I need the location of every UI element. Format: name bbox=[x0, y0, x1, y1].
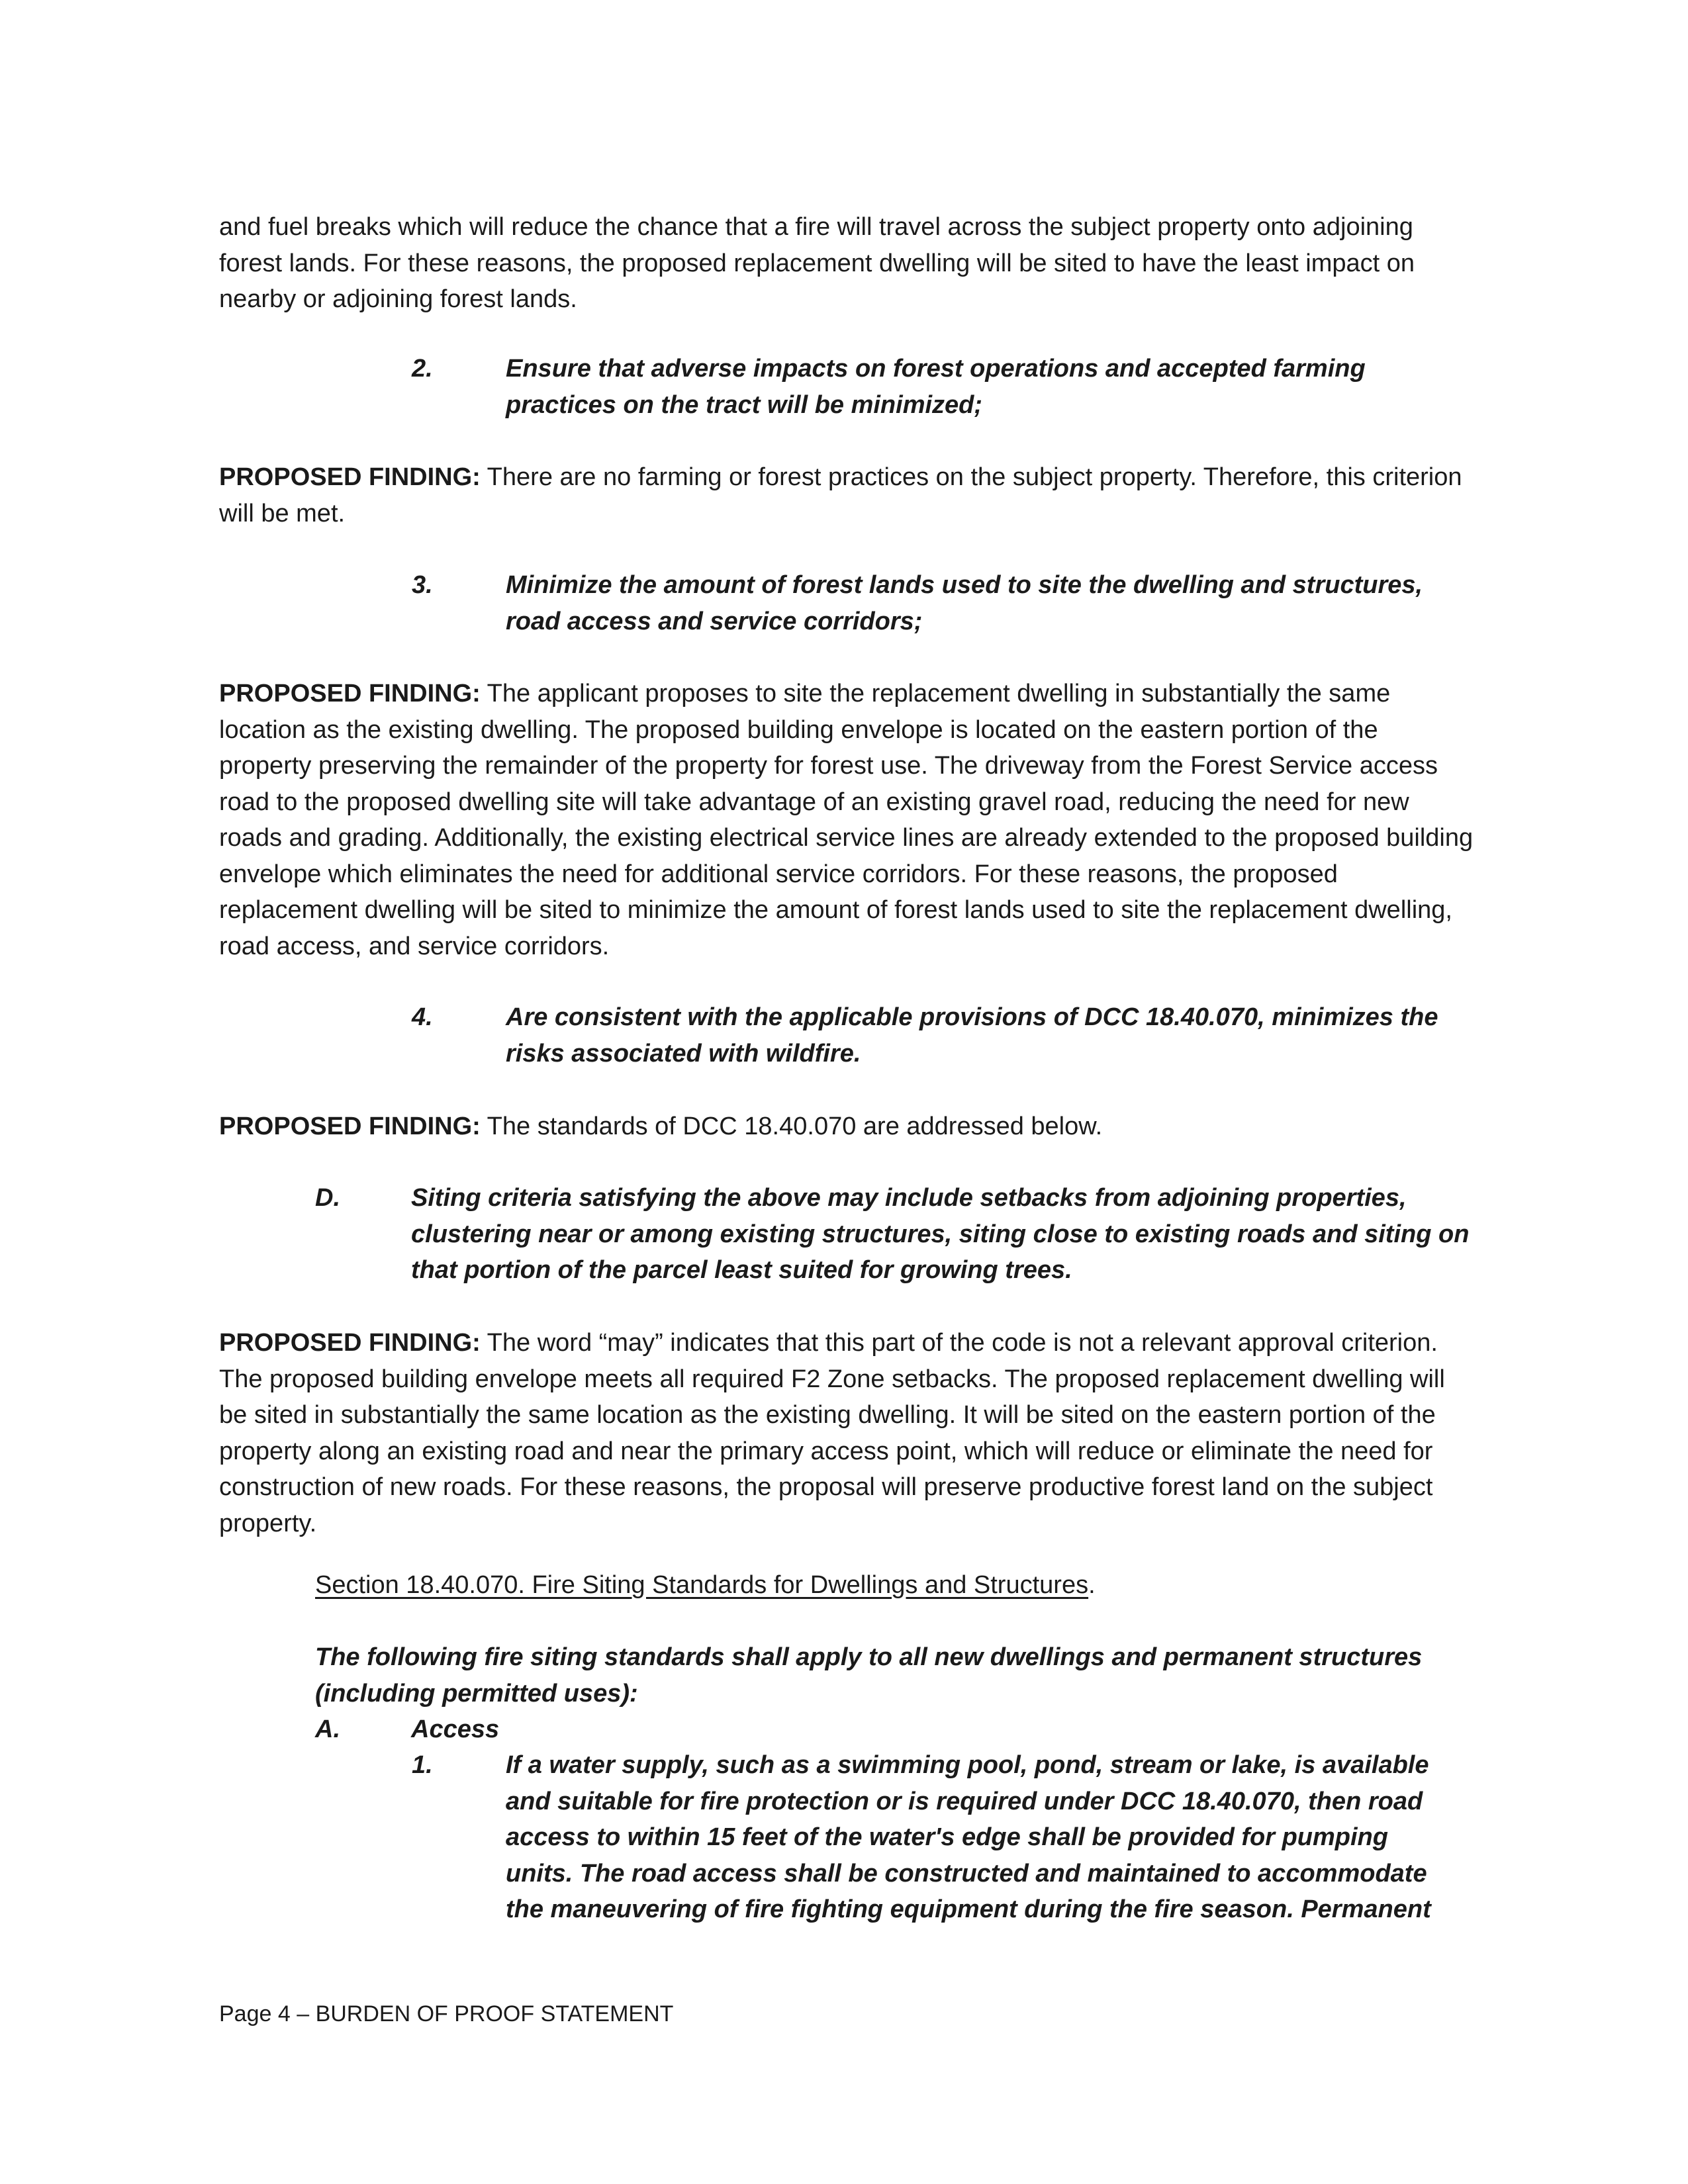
criterion-2-text: Ensure that adverse impacts on forest operations and accepted farming practices on the tract will be minimized; bbox=[506, 355, 1366, 419]
finding-d-label: PROPOSED FINDING: bbox=[219, 1329, 481, 1357]
standard-a bbox=[315, 1711, 1507, 1748]
finding-2-label: PROPOSED FINDING: bbox=[219, 463, 481, 491]
section-heading bbox=[315, 1567, 1096, 1604]
standard-a-text: Access bbox=[411, 1715, 500, 1743]
section-heading-period: . bbox=[1088, 1571, 1096, 1599]
finding-d-text: The word “may” indicates that this part of the code is not a relevant approval criterion. The proposed building envelope meets all required F2 Zone setbacks. The proposed replacement dwelling will be sited in substantially the same location as the existing dwelling. It will be sited on the eastern portion of the property along an existing road and near the primary access point, which will reduce or eliminate the need for construction of new roads. For these reasons, the proposal will preserve productive forest land on the subject property. bbox=[219, 1329, 1445, 1537]
criterion-d bbox=[315, 1180, 1507, 1289]
criterion-2 bbox=[412, 351, 1471, 424]
page-footer: Page 4 – BURDEN OF PROOF STATEMENT bbox=[219, 2001, 674, 2026]
standard-a-letter: A. bbox=[315, 1715, 340, 1743]
section-heading-title: Section 18.40.070. Fire Siting Standards for Dwellings and Structures bbox=[315, 1571, 1089, 1599]
finding-4 bbox=[219, 1109, 1477, 1145]
paragraph-fuel-breaks: and fuel breaks which will reduce the chance that a fire will travel across the subject property onto adjoining forest lands. For these reasons, the proposed replacement dwelling will be sited to have the least impact on nearby or adjoining forest lands. bbox=[219, 213, 1415, 313]
criterion-4-text: Are consistent with the applicable provisions of DCC 18.40.070, minimizes the risks associated with wildfire. bbox=[506, 1003, 1438, 1068]
finding-2-text: There are no farming or forest practices on the subject property. Therefore, this criterion will be met. bbox=[219, 463, 1462, 527]
fire-siting-intro: The following fire siting standards shall apply to all new dwellings and permanent structures (including permitted uses): bbox=[315, 1643, 1423, 1707]
criterion-3-text: Minimize the amount of forest lands used to site the dwelling and structures, road access and service corridors; bbox=[506, 571, 1423, 635]
finding-3 bbox=[219, 676, 1477, 964]
criterion-d-text: Siting criteria satisfying the above may include setbacks from adjoining properties, clustering near or among existing structures, siting close to existing roads and siting on that portion of the parcel least suited for growing trees. bbox=[411, 1184, 1470, 1284]
finding-2 bbox=[219, 459, 1477, 531]
standard-a1-number: 1. bbox=[412, 1751, 433, 1779]
criterion-d-letter: D. bbox=[315, 1184, 340, 1212]
finding-d bbox=[219, 1325, 1477, 1541]
criterion-4 bbox=[412, 999, 1471, 1072]
standard-a1 bbox=[412, 1747, 1484, 1933]
criterion-3 bbox=[412, 567, 1471, 640]
finding-3-label: PROPOSED FINDING: bbox=[219, 680, 481, 707]
criterion-2-number: 2. bbox=[412, 355, 433, 383]
finding-4-label: PROPOSED FINDING: bbox=[219, 1113, 481, 1140]
criterion-4-number: 4. bbox=[412, 1003, 433, 1031]
criterion-3-number: 3. bbox=[412, 571, 433, 599]
standard-a1-text: If a water supply, such as a swimming pool, pond, stream or lake, is available and suitable for fire protection or is required under DCC 18.40.070, then road access to within 15 feet of the water's edge shall be provided for pumping units. The road access shall be constructed and maintained to accommodate the maneuvering of fire fighting equipment during the fire season. Permanent bbox=[506, 1751, 1431, 1923]
finding-3-text: The applicant proposes to site the replacement dwelling in substantially the same location as the existing dwelling. The proposed building envelope is located on the eastern portion of the property preserving the remainder of the property for forest use. The driveway from the Forest Service access road to the proposed dwelling site will take advantage of an existing gravel road, reducing the need for new roads and grading. Additionally, the existing electrical service lines are already extended to the proposed building envelope which eliminates the need for additional service corridors. For these reasons, the proposed replacement dwelling will be sited to minimize the amount of forest lands used to site the replacement dwelling, road access, and service corridors. bbox=[219, 680, 1474, 960]
finding-4-text: The standards of DCC 18.40.070 are addressed below. bbox=[480, 1113, 1103, 1140]
